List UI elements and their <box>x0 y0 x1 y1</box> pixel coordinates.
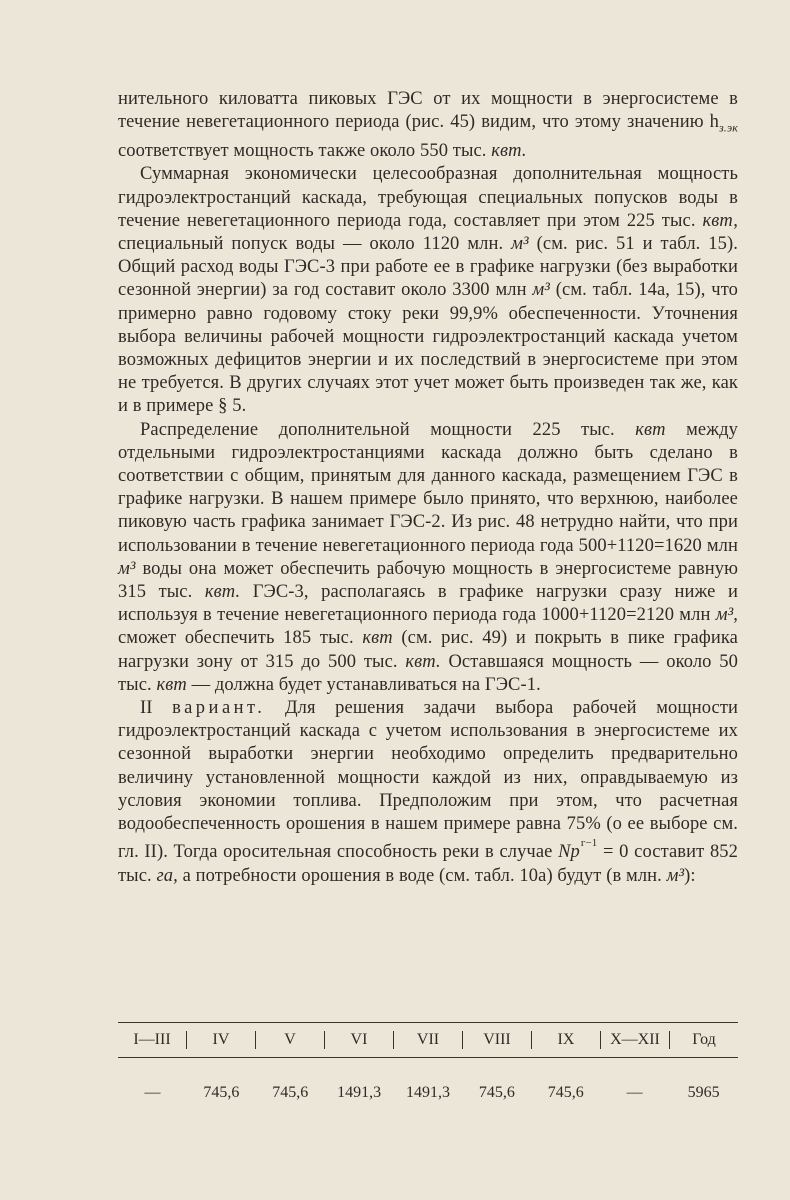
unit-kvt: квт. <box>204 581 241 602</box>
value-cell: 745,6 <box>203 1084 240 1101</box>
p2-text-d: (см. табл. 14а, 15), что примерно равно годовому стоку реки 99,9% обеспеченности. Уточнения выбора величины рабочей мощности гидроэлектростанций каскада учетом возможных дефицитов энергии и их последствий в энергосистеме при этом не требуется. В других случаях этот учет может быть произведен так же, как и в примере § 5. <box>118 280 738 417</box>
header-cell: Год <box>669 1031 738 1049</box>
unit-kvt: квт. <box>491 141 527 162</box>
p3-text-e: , сможет обеспечить 185 тыс. <box>118 605 738 649</box>
variant-roman: II <box>140 697 173 718</box>
p3-text-h: — должна будет устанавливаться на ГЭС-1. <box>186 674 541 695</box>
header-cell: VIII <box>462 1031 531 1049</box>
header-cell: IV <box>186 1031 255 1049</box>
irrigation-demand-table <box>118 1022 738 1110</box>
p1-text-b: соответствует мощность также около 550 тыс. <box>118 141 492 162</box>
paragraph-2 <box>118 163 738 418</box>
header-cell: VII <box>393 1031 462 1049</box>
paragraph-3 <box>118 419 738 697</box>
p3-text-d: ГЭС-3, располагаясь в графике нагрузки сразу ниже и используя в течение невегетационного периода года 1000+1120=2120 млн <box>118 581 738 626</box>
value-cell: 5965 <box>687 1084 720 1101</box>
np-base: Np <box>558 842 580 863</box>
header-cell: X—XII <box>600 1031 669 1049</box>
paragraph-1 <box>118 88 738 163</box>
value-cell: 745,6 <box>547 1084 584 1101</box>
value-cell: 745,6 <box>272 1084 309 1101</box>
p2-text-c: (см. рис. 51 и табл. 15). Общий расход воды ГЭС-3 при работе ее в графике нагрузки (без выработки сезонной энергии) за год составит около 3300 млн <box>118 233 738 301</box>
table-row <box>118 1076 738 1110</box>
body-text <box>118 88 738 888</box>
p2-text-b: специальный попуск воды — около 1120 млн. <box>118 233 512 254</box>
value-cell: — <box>626 1084 643 1101</box>
p3-text-a: Распределение дополнительной мощности 225 тыс. <box>140 419 636 440</box>
h-subscript: з.эк <box>719 120 738 135</box>
unit-kvt: квт, <box>702 210 738 231</box>
unit-m3: м³ <box>511 233 529 254</box>
value-cell: 1491,3 <box>337 1084 382 1101</box>
value-cell: — <box>144 1084 161 1101</box>
unit-ga: га, <box>156 865 178 886</box>
table-header-row <box>118 1023 738 1058</box>
unit-m3: м³ <box>715 605 734 626</box>
value-cell: 745,6 <box>478 1084 515 1101</box>
p4-text-d: ): <box>684 865 696 886</box>
paragraph-4 <box>118 697 738 888</box>
value-cell: 1491,3 <box>406 1084 450 1101</box>
header-cell: I—III <box>133 1031 171 1048</box>
header-cell: VI <box>324 1031 393 1049</box>
variant-heading: вариант. <box>172 697 266 718</box>
header-cell: IX <box>531 1031 600 1049</box>
unit-kvt: квт <box>362 628 393 649</box>
p3-text-g: Оставшаяся мощность — около 50 тыс. <box>118 651 739 695</box>
unit-m3: м³ <box>666 865 685 886</box>
p3-text-f: (см. рис. 49) и покрыть в пике графика нагрузки зону от 315 до 500 тыс. <box>118 628 738 672</box>
p4-text-b: = 0 составит 852 тыс. <box>118 842 738 886</box>
p3-text-b: между отдельными гидроэлектростанциями каскада должно быть сделано в соответствии с общим, принятым для данного каскада, размещением ГЭС в графике нагрузки. В нашем примере было принято, что верхнюю, наиболее пиковую часть графика занимает ГЭС-2. Из рис. 48 нетрудно найти, что при использовании в течение невегетационного периода года 500+1120=1620 млн <box>118 419 738 556</box>
unit-m3: м³ <box>118 558 136 579</box>
p4-text-a: Для решения задачи выбора рабочей мощности гидроэлектростанций каскада с учетом использования в энергосистеме их сезонной выработки энергии необходимо определить предварительно величину установленной мощности каждой из них, оправдываемую из условия экономии топлива. Предположим при этом, что расчетная водообеспеченность орошения в нашем примере равна 75% (о ее выборе см. гл. II). Тогда оросительная способность реки в случае <box>118 697 739 863</box>
np-symbol <box>558 837 598 863</box>
np-superscript: г−1 <box>580 837 598 850</box>
p4-text-c: а потребности орошения в воде (см. табл. 10а) будут (в млн. <box>177 865 667 886</box>
unit-kvt: квт. <box>405 651 441 672</box>
p2-text-a: Суммарная экономически целесообразная дополнительная мощность гидроэлектростанций каскада, требующая специальных попусков воды в течение невегетационного периода года, составляет при этом 225 тыс. <box>118 164 738 231</box>
unit-m3: м³ <box>532 280 550 301</box>
unit-kvt: квт <box>635 419 666 440</box>
unit-kvt: квт <box>156 674 187 695</box>
p1-text-a: нительного киловатта пиковых ГЭС от их мощности в энергосистеме в течение невегетационного периода (рис. 45) видим, что этому значению h <box>118 89 738 133</box>
header-cell: V <box>255 1031 324 1049</box>
p3-text-c: воды она может обеспечить рабочую мощность в энергосистеме равную 315 тыс. <box>118 558 738 602</box>
